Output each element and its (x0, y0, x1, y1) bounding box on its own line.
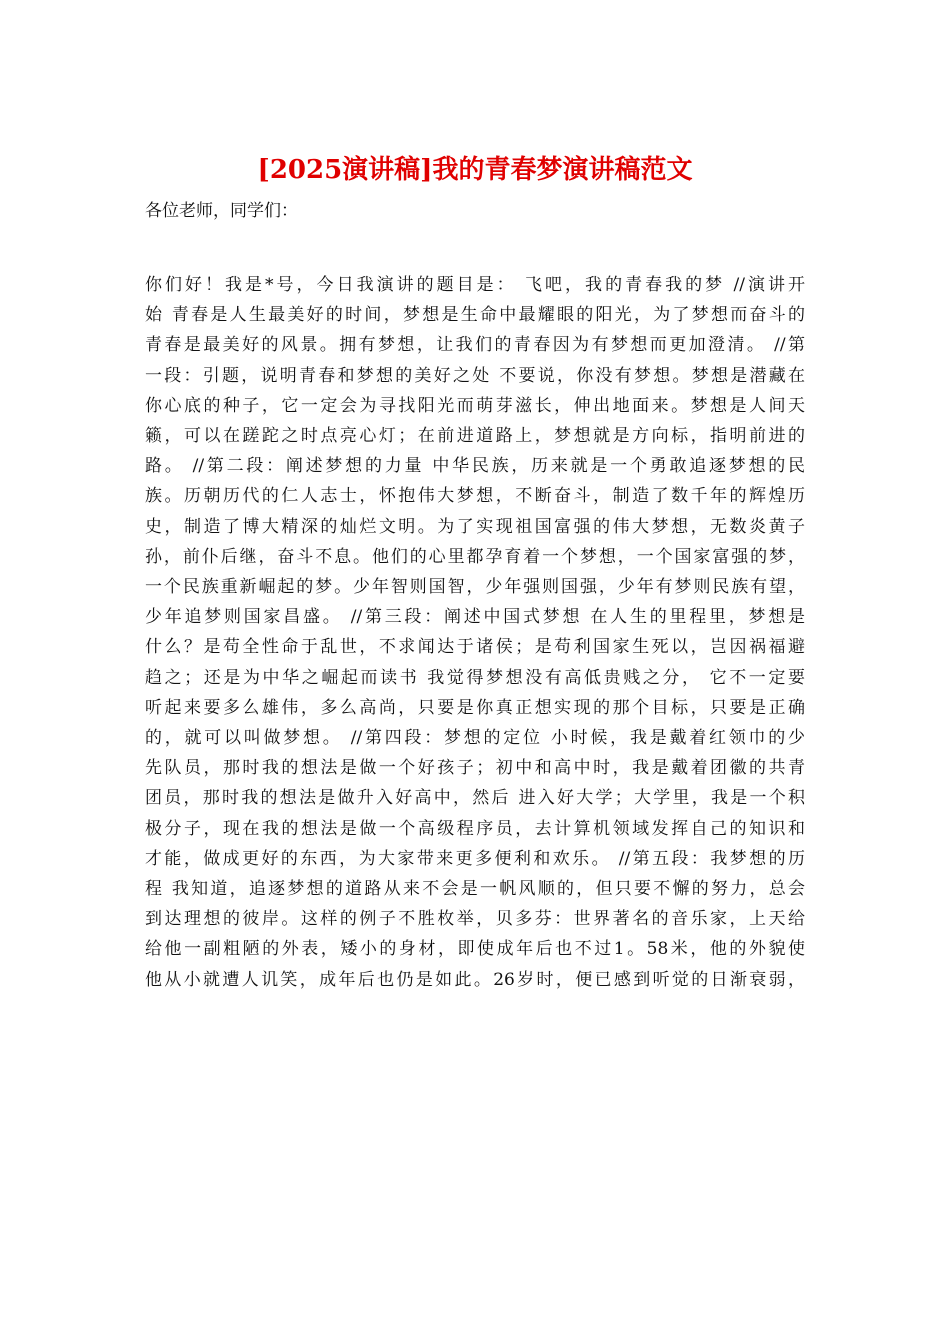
body-line: 路。 //第二段：阐述梦想的力量 中华民族，历来就是一个勇敢追逐梦想的民 (145, 456, 805, 477)
body-line: 团员，那时我的想法是做升入好高中，然后 进入好大学；大学里，我是一个积 (145, 788, 805, 809)
speech-body (145, 270, 805, 995)
body-line: 史，制造了博大精深的灿烂文明。为了实现祖国富强的伟大梦想，无数炎黄子 (145, 516, 805, 537)
body-line: 趋之；还是为中华之崛起而读书 我觉得梦想没有高低贵贱之分， 它不一定要 (145, 667, 805, 688)
body-line: 极分子，现在我的想法是做一个高级程序员，去计算机领域发挥自己的知识和 (145, 818, 805, 839)
body-line: 给他一副粗陋的外表，矮小的身材，即使成年后也不过1。58米，他的外貌使 (145, 939, 805, 960)
body-line: 青春是最美好的风景。拥有梦想，让我们的青春因为有梦想而更加澄清。 //第 (145, 335, 805, 356)
body-line: 的，就可以叫做梦想。 //第四段：梦想的定位 小时候，我是戴着红领巾的少 (145, 728, 805, 749)
body-line: 到达理想的彼岸。这样的例子不胜枚举，贝多芬：世界著名的音乐家，上天给 (145, 909, 805, 930)
body-line: 始 青春是人生最美好的时间，梦想是生命中最耀眼的阳光，为了梦想而奋斗的 (145, 305, 805, 326)
body-line: 才能，做成更好的东西，为大家带来更多便利和欢乐。 //第五段：我梦想的历 (145, 848, 805, 869)
body-line: 少年追梦则国家昌盛。 //第三段：阐述中国式梦想 在人生的里程里，梦想是 (145, 607, 805, 628)
body-line: 孙，前仆后继，奋斗不息。他们的心里都孕育着一个梦想，一个国家富强的梦， (145, 546, 805, 567)
body-line: 程 我知道，追逐梦想的道路从来不会是一帆风顺的，但只要不懈的努力，总会 (145, 879, 805, 900)
body-line: 听起来要多么雄伟，多么高尚，只要是你真正想实现的那个目标，只要是正确 (145, 697, 805, 718)
body-line: 什么？是苟全性命于乱世，不求闻达于诸侯；是苟利国家生死以，岂因祸福避 (145, 637, 805, 658)
body-line: 籁，可以在蹉跎之时点亮心灯；在前进道路上，梦想就是方向标，指明前进的 (145, 426, 805, 447)
body-line: 一个民族重新崛起的梦。少年智则国智，少年强则国强，少年有梦则民族有望， (145, 577, 805, 598)
body-line: 一段：引题，说明青春和梦想的美好之处 不要说，你没有梦想。梦想是潜藏在 (145, 365, 805, 386)
body-line: 先队员，那时我的想法是做一个好孩子；初中和高中时，我是戴着团徽的共青 (145, 758, 805, 779)
salutation: 各位老师，同学们： (145, 201, 298, 221)
document-title: [2025演讲稿]我的青春梦演讲稿范文 (257, 155, 693, 185)
body-line: 他从小就遭人讥笑，成年后也仍是如此。26岁时，便已感到听觉的日渐衰弱， (145, 969, 805, 990)
body-line: 你心底的种子，它一定会为寻找阳光而萌芽滋长，伸出地面来。梦想是人间天 (145, 395, 805, 416)
body-line: 族。历朝历代的仁人志士，怀抱伟大梦想，不断奋斗，制造了数千年的辉煌历 (145, 486, 805, 507)
body-line: 你们好！我是*号，今日我演讲的题目是： 飞吧，我的青春我的梦 //演讲开 (145, 275, 805, 295)
